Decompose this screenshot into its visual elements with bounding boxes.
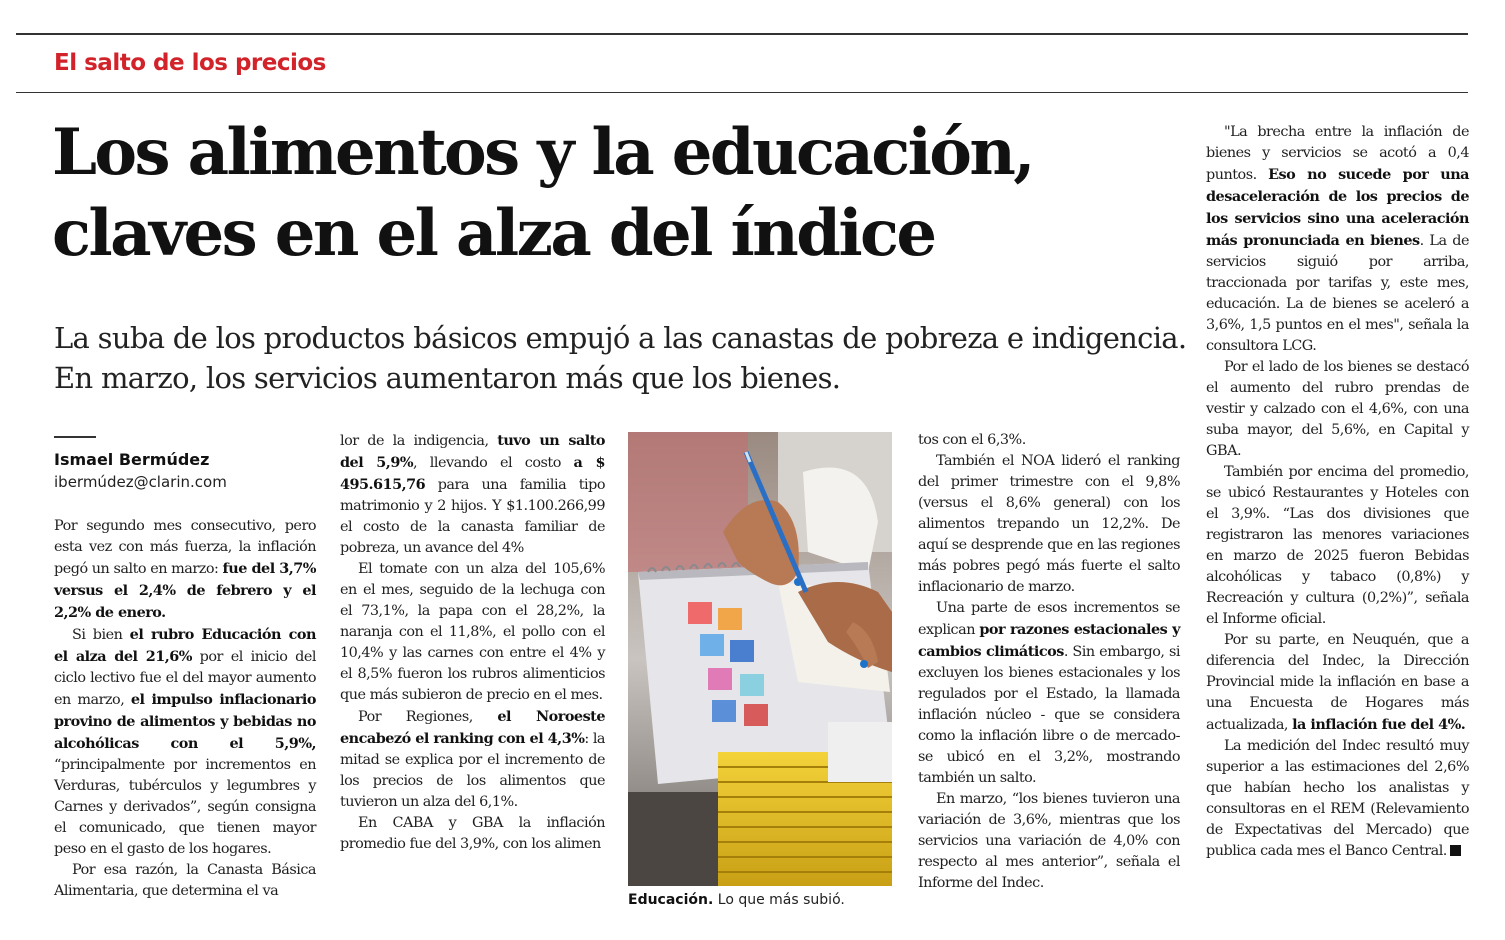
text-run: “principalmente por incrementos en Verduras, tubérculos y legumbres y Carnes y derivados”, según consigna el comunicado, que tienen mayor peso en el gasto de los hogares. <box>54 757 316 857</box>
text-run: "La brecha entre la inflación de bienes y servicios se acotó a 0,4 puntos. <box>1206 124 1469 183</box>
photo-caption <box>628 892 845 908</box>
paragraph: En marzo, “los bienes tuvieron una variación de 3,6%, mientras que los servicios una variación de 4,0% con respecto al mes anterior”, señala el Informe del Indec. <box>918 791 1180 891</box>
bold-run: el impulso inflacionario provino de alimentos y bebidas no alcohólicas con el 5,9%, <box>54 691 316 752</box>
author-name: Ismael Bermúdez <box>54 450 210 469</box>
text-run: La medición del Indec resultó muy superior a las estimaciones del 2,6% que habían hecho los analistas y consultoras en el REM (Relevamiento de Expectativas del Mercado) que publica cada mes el Banco Central. <box>1206 738 1469 859</box>
end-mark-icon <box>1450 845 1461 856</box>
paragraph <box>918 598 1180 789</box>
bold-run: Eso no sucede por una desaceleración de los precios de los servicios sino una aceleración más pronunciada en bienes <box>1206 166 1469 249</box>
caption-text: Lo que más subió. <box>717 892 845 908</box>
text-run: lor de la indigencia, <box>340 433 498 449</box>
paragraph <box>1206 630 1469 736</box>
bold-run: el Noroeste encabezó el ranking con el 4,3% <box>340 708 605 747</box>
paragraph <box>340 430 605 559</box>
bold-run: el rubro Educación con el alza del 21,6% <box>54 626 316 665</box>
text-run: . La de servicios siguió por arriba, traccionada por tarifas y, este mes, educación. La de bienes se aceleró a 3,6%, 1,5 puntos en el mes", señala la consultora LCG. <box>1206 233 1469 354</box>
text-run: Por segundo mes consecutivo, pero esta vez con más fuerza, la inflación pegó un salto en marzo: <box>54 518 316 577</box>
text-run: Por su parte, en Neuquén, que a diferencia del Indec, la Dirección Provincial mide la inflación en base a una Encuesta de Hogares más actualizada, <box>1206 632 1469 733</box>
section-label: El salto de los precios <box>54 50 326 76</box>
paragraph <box>54 624 316 860</box>
body-column-1 <box>54 516 316 902</box>
body-column-4 <box>1206 122 1469 862</box>
photo-illustration <box>628 432 892 886</box>
paragraph <box>340 706 605 813</box>
bold-run: tuvo un salto del 5,9% <box>340 432 606 471</box>
bold-run: fue del 3,7% versus el 2,4% de febrero y el 2,2% de enero. <box>54 560 316 621</box>
text-run: . Sin embargo, si excluyen los bienes estacionales y los regulados por el Estado, la llamada inflación núcleo - que se considera como la inflación libre o de mercado- se ubicó en el 3,2%, mostrando también un salto. <box>918 644 1180 786</box>
paragraph: Por esa razón, la Canasta Básica Alimentaria, que determina el va <box>54 862 316 899</box>
text-run: para una familia tipo matrimonio y 2 hijos. Y $1.100.266,99 el costo de la canasta familiar de pobreza, un avance del 4% <box>340 477 605 556</box>
paragraph: Por el lado de los bienes se destacó el aumento del rubro prendas de vestir y calzado con el 4,6%, con una suba mayor, del 5,6%, en Capital y GBA. <box>1206 359 1469 459</box>
paragraph: También por encima del promedio, se ubicó Restaurantes y Hoteles con el 3,9%. “Las dos divisiones que registraron las menores variaciones en marzo de 2025 fueron Bebidas alcohólicas y tabaco (0,8%) y Recreación y cultura (0,2%)”, señala el Informe oficial. <box>1206 464 1469 627</box>
paragraph: El tomate con un alza del 105,6% en el mes, seguido de la lechuga con el 73,1%, la papa con el 28,2%, la naranja con el 11,8%, el pollo con el 10,4% y las carnes con entre el 4% y el 8,5% fueron los rubros alimenticios que más subieron de precio en el mes. <box>340 561 605 703</box>
caption-label: Educación. <box>628 892 714 908</box>
author-email: ibermúdez@clarin.com <box>54 473 227 491</box>
section-rule <box>16 92 1468 93</box>
headline-line-1: Los alimentos y la educación, <box>52 115 1033 190</box>
bold-run: a $ 495.615,76 <box>340 454 605 493</box>
headline-line-2: claves en el alza del índice <box>52 196 935 271</box>
text-run: Una parte de esos incrementos se explican <box>918 600 1180 638</box>
byline-rule <box>54 436 96 438</box>
deck: La suba de los productos básicos empujó a las canastas de pobreza e indigencia. En marzo, los servicios aumentaron más que los bienes. <box>54 321 1187 395</box>
bold-run: por razones estacionales y cambios climáticos <box>918 621 1180 660</box>
bold-run: la inflación fue del 4%. <box>1292 716 1466 733</box>
body-column-2 <box>340 430 605 855</box>
top-rule <box>16 33 1468 35</box>
paragraph <box>54 516 316 624</box>
headline <box>52 112 1192 274</box>
paragraph <box>1206 122 1469 357</box>
text-run: , llevando el costo <box>413 455 574 471</box>
notebooks-photo-icon <box>628 432 892 886</box>
body-column-3 <box>918 430 1180 894</box>
text-run: Por Regiones, <box>358 709 498 725</box>
text-run: : la mitad se explica por el incremento de los precios de los alimentos que tuvieron un alza del 6,1%. <box>340 731 606 810</box>
text-run: Si bien <box>72 627 130 643</box>
paragraph: En CABA y GBA la inflación promedio fue del 3,9%, con los alimen <box>340 815 605 852</box>
paragraph: tos con el 6,3%. <box>918 432 1026 448</box>
paragraph: También el NOA lideró el ranking del primer trimestre con el 9,8% (versus el 8,6% general) con los alimentos trepando un 12,2%. De aquí se desprende que en las regiones más pobres pegó más fuerte el salto inflacionario de marzo. <box>918 453 1180 595</box>
paragraph <box>1206 736 1469 862</box>
text-run: por el inicio del ciclo lectivo fue el del mayor aumento en marzo, <box>54 649 316 708</box>
